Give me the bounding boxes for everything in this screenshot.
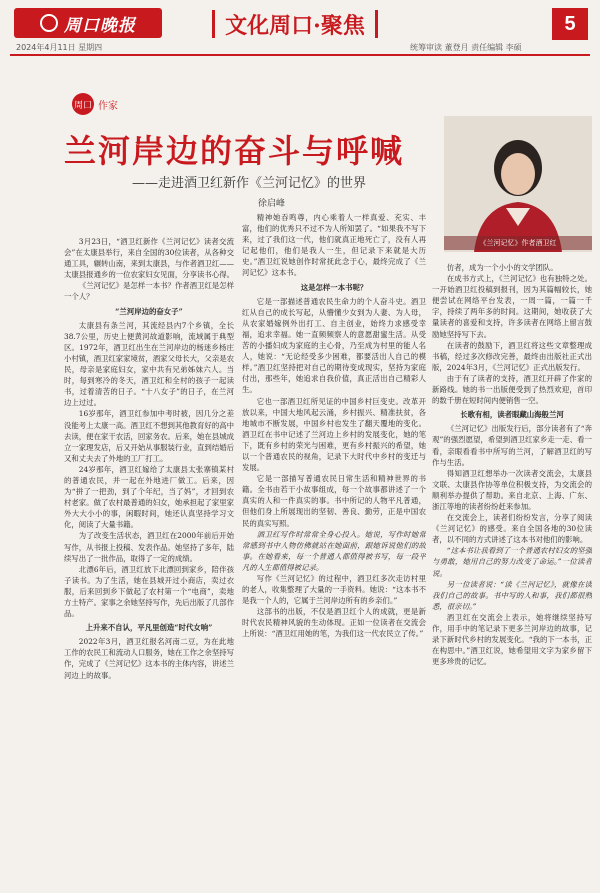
left-margin-blank [10,70,56,885]
subheading: 上升来不自认，平凡里创造“时代女响” [85,623,213,633]
newspaper-logo [14,8,162,38]
paragraph: 酒卫红写作时常常全身心投入。她说，写作时她常常感到书中人物仿佛就站在她面前，跟她诉说他们的故事。在她看来，每一个普通人都值得被书写，每一段平凡的人生都值得被记录。 [242,529,426,572]
author-photo [444,116,592,252]
paragraph: “这本书让我看到了一个普通农村妇女的坚强与勇敢，她用自己的努力改变了命运。”一位读者说。 [432,546,592,578]
paragraph: 在读者的鼓励下，酒卫红将这些文章整理成书稿，经过多次修改完善，最终由出版社正式出版，2024年3月，《兰河记忆》正式出版发行。 [432,340,592,372]
article-column-1 [64,236,234,882]
paragraph: 由于有了读者的支持，酒卫红开辟了作家的新路线。她的书一出版便受到了热烈欢迎，首印的数千册在短时间内便销售一空。 [432,373,592,406]
paragraph: 仿者，成为一个小小的文学团队。 [446,263,558,272]
paragraph: 3月23日，“酒卫红新作《兰河记忆》读者交流会”在太康县举行，来自全国的30位读者，从各种交通工具，辗转山南，来到太康县，与作者酒卫红——太康县报通乡的一位农家妇女见面，分享读书心得。 [64,237,234,280]
article-column-2 [242,212,426,882]
subheading: “兰河岸边的奋女子” [115,306,183,316]
paragraph: 它是一部描写普通农民日常生活和精神世界的书籍。全书由若干小故事组成，每一个故事都讲述了一个真实的人和一件真实的事。书中所记的人物平凡普通，但他们身上所展现出的坚韧、善良、勤劳，正是中国农民的真实写照。 [242,474,426,528]
article-headline: 兰河岸边的奋斗与呼喊 [64,132,405,170]
subheading: 长歌有相，读者眼藏山海般兰河 [460,410,564,420]
issue-date: 2024年4月11日 星期四 [16,43,103,52]
article-author: 徐启峰 [258,199,286,209]
subheading: 这是怎样一本书呢？ [300,282,368,292]
logo-text: 周口晚报 [64,15,136,36]
header-rule [10,54,590,56]
logo-mark-icon [40,14,58,32]
paragraph: 它也一部酒卫红所见证的中国乡村巨变史。改革开放以来，中国大地风起云涌，乡村振兴、精准扶贫，各地城市不断发展，中国乡村也发生了翻天覆地的变化。酒卫红在书中记述了兰河边上乡村的发展变化，她的笔下，既有乡村的荣光与困难，更有乡村振兴的希望，她以一个普通农民的视角，记录下大时代中乡村的变迁与发展。 [242,396,426,473]
paragraph: 得知酒卫红想举办一次读者交流会，太康县文联、太康县作协等单位积极支持，为交流会的顺利举办提供了帮助。来自北京、上海、广东、浙江等地的读者纷纷赶来参加。 [432,468,592,511]
paragraph: 2022年3月，酒卫红报名河南二豆，为在此地工作的农民工和流动人口服务，她在工作之余坚持写作，完成了《兰河记忆》这本书的主体内容，讲述兰河边上的故事。 [64,637,234,680]
paragraph: 北漂6年后，酒卫红放下北漂回到家乡，陪伴孩子读书。为了生活，她在县城开过小商店，卖过衣服，后来回到乡下做起了农村第一个“电商”，卖地方土特产。家事之余她坚持写作，先后出版了几部作品。 [64,564,234,619]
photo-caption: 《兰河记忆》作者酒卫红 [444,236,592,250]
paragraph: 在交流会上，读者们纷纷发言，分享了阅读《兰河记忆》的感受。来自全国各地的30位读者，以不同的方式讲述了这本书对他们的影响。 [432,513,592,545]
title-bar-right [375,10,378,38]
section-title-text: 文化周口·聚焦 [225,12,365,39]
paragraph: 酒卫红在交流会上表示，她将继续坚持写作，用手中的笔记录下更多兰河岸边的故事，记录下新时代乡村的发展变化。“我的下一本书，正在构思中。”酒卫红说，她希望用文字为家乡留下更多珍贵的记忆。 [432,612,592,667]
paragraph: 16岁那年，酒卫红参加中考时被，因几分之差没能考上太康一高。酒卫红不想到其他教育好的高中去读，便在家干农活，回家务农。后来，她在县城成立一家理发店，后又开始从事服装行业，直到结婚后又和丈夫去了外地的工厂打工。 [64,409,234,463]
column-badge [72,92,144,116]
page-number: 5 [552,8,588,40]
paragraph: 写作《兰河记忆》的过程中，酒卫红多次走访村里的老人，收集整理了大量的一手资料。她说：“这本书不是我一个人的，它属于兰河岸边所有的乡亲们。” [242,574,426,606]
paragraph: 太康县有条兰河，其流经县内7个乡镇，全长38.7公里，历史上便黄河故道影响，流域属于典型区。1972年，酒卫红出生在兰河岸边的杨迷乡杨庄小村镇，酒卫红家家境贫，酒家父母长大，父亲是农民，母亲是家庭妇女，家中共有兄弟姊妹六人。当时，每到寒冷的冬天，酒卫红和全村的孩子一起读书，过着清苦的日子。“十八女子”的日子，在兰河边上过过。 [64,320,234,408]
paragraph: 这部书的出版，不仅是酒卫红个人的成就，更是新时代农民精神风貌的生动体现。正如一位读者在交流会上所说：“酒卫红用她的笔，为我们这一代农民立了传。” [242,607,426,639]
paragraph: 《兰河记忆》是怎样一本书？作者酒卫红是怎样一个人？ [64,281,234,302]
paragraph: 《兰河记忆》出版发行后，部分读者有了“奔观”的强烈愿望，希望到酒卫红家乡走一走、看一看，亲眼看看书中所写的兰河，了解酒卫红的写作与生活。 [432,424,592,467]
paragraph: 精神她吞鸣尊，内心乘着人一样真爱、充实、丰富，他们的优秀只不过不为人所知罢了。“如果我不写下来，过了我们这一代，他们就真正地死亡了，没有人再记起他们，他们是我人一生，但记录下来就是大历史。”酒卫红说她创作时常抚此念于心，最终完成了《兰河记忆》这本书。 [242,213,426,278]
column-badge-circle: 周口 [72,93,94,115]
section-title [200,8,390,40]
editor-credits: 统筹审读 董登月 责任编辑 李硕 [410,43,522,52]
article-column-3 [432,262,592,882]
author-portrait-icon [444,116,592,252]
paragraph: 它是一部描述普通农民生命力的个人奋斗史。酒卫红从自己的成长写起，从懵懂少女到为人妻、为人母，从农家婚嫁例外出打工、自主创业，始终力求感受幸福，追求幸福。她一直频频察人的意愿甜蜜生活。从受苦的小播妇成为家庭的主心骨，乃至成为村里的能人名人，她说：“无论经受多少困难，都要活出人自己的模样。”酒卫红坚持把对自己的期待变成现实，坚持为家庭付出，那些年，她追求自我价值，真正活出自己精彩人生。 [242,296,426,395]
paragraph: 24岁那年，酒卫红嫁给了太康县太张寨镇某村的普通农民，并一起在外地进厂做工。后来，因为“拼了一把劲，到了个年纪，当了妈”，才回到农村老家。做了农村最普通的妇女，她承担起了家里家外大大小小的事，闲暇时间，她还认真坚持学习文化，阅读了大量书籍。 [64,464,234,530]
column-badge-label: 作家 [98,100,118,112]
paragraph: 另一位读者说：“读《兰河记忆》，就像在读我们自己的故事。书中写的人和事，我们都很熟悉，很亲切。” [432,579,592,611]
paragraph: 为了改变生活状态，酒卫红在2000年前后开始写作，从书报上投稿、发表作品。她坚持了多年，陆续写出了一批作品，取得了一定的成绩。 [64,531,234,563]
article-subheadline: ——走进酒卫红新作《兰河记忆》的世界 [132,176,367,191]
paragraph: 在成书方式上，《兰河记忆》也有独特之处。一开始酒卫红投稿到报刊，因为其篇幅较长，她便尝试在网络平台发表，一周一篇，一篇一千字，持续了两年多的时间。这期间，她收获了大量读者的喜爱和支持，许多读者在网络上留言鼓励她坚持写下去。 [432,274,592,339]
